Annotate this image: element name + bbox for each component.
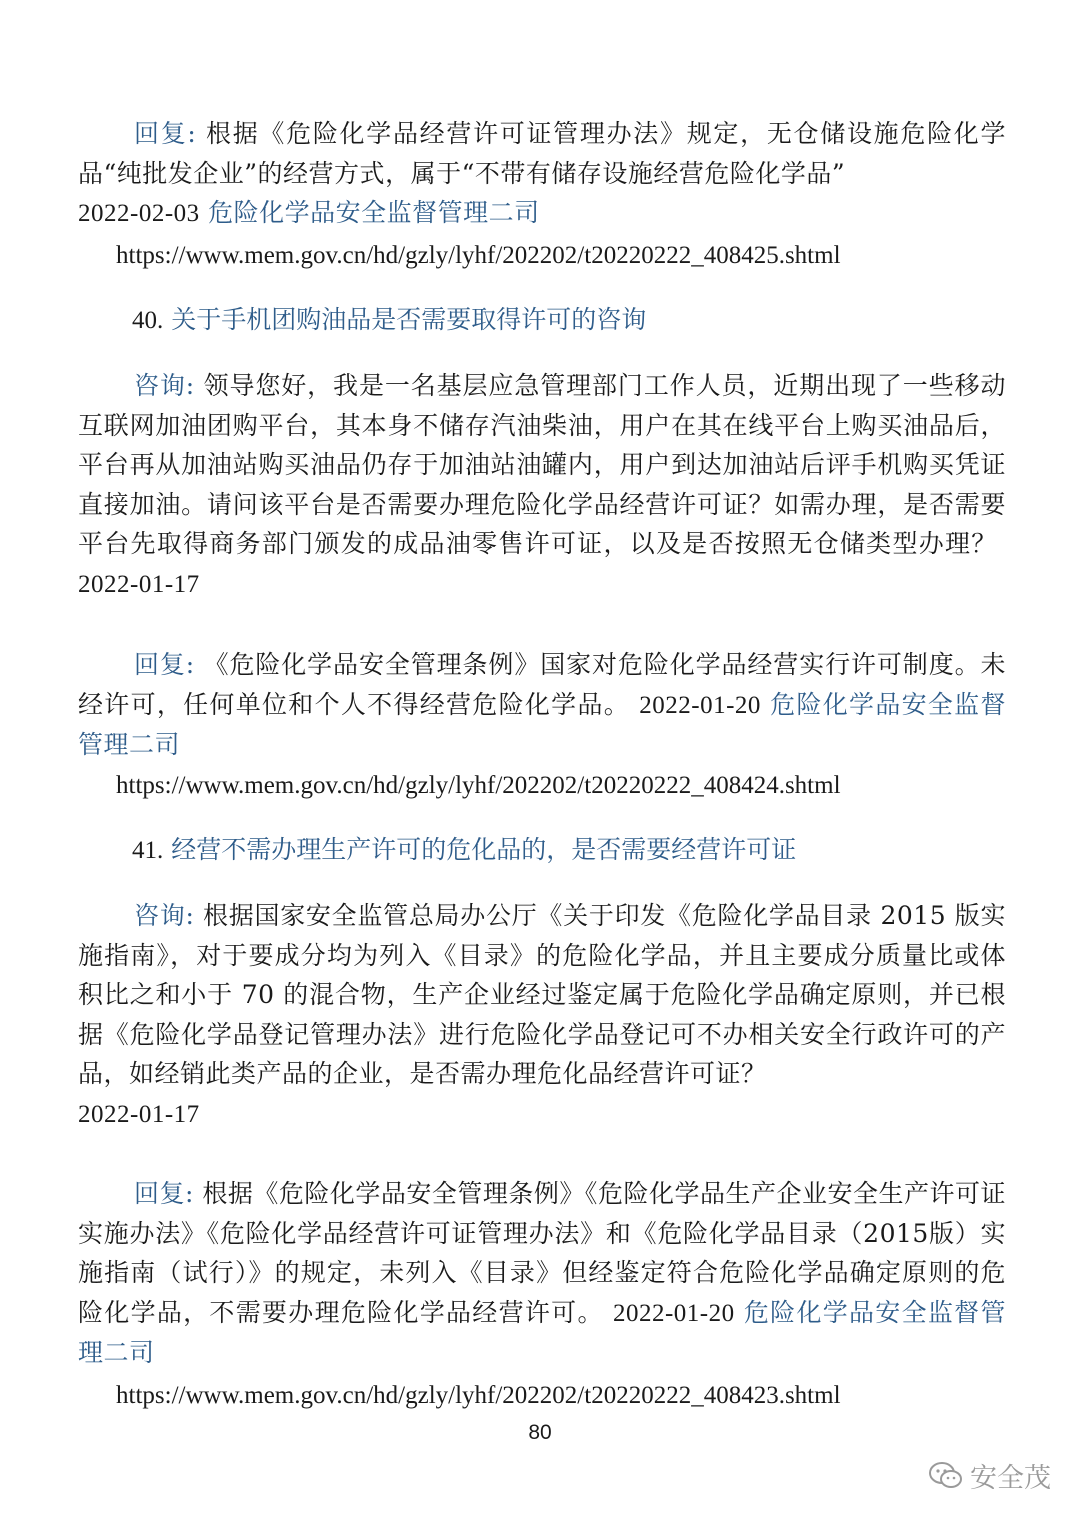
reply-label: 回复: bbox=[134, 1179, 194, 1208]
source-url-39[interactable]: https://www.mem.gov.cn/hd/gzly/lyhf/202202/t20220222_408425.shtml bbox=[116, 242, 841, 269]
watermark bbox=[928, 1456, 1051, 1495]
reply-paragraph-39 bbox=[78, 114, 1006, 234]
question-title: 经营不需办理生产许可的危化品的，是否需要经营许可证 bbox=[171, 835, 797, 864]
reply-paragraph-40 bbox=[78, 645, 1006, 765]
consult-paragraph-40 bbox=[78, 366, 1006, 604]
reply-date: 2022-02-03 bbox=[78, 200, 200, 227]
reply-text: 根据《危险化学品安全管理条例》《危险化学品生产企业安全生产许可证实施办法》《危险化学品经营许可证管理办法》和《危险化学品目录（2015版）实施指南（试行）》的规定，未列入《目录》但经鉴定符合危险化学品确定原则的危险化学品，不需要办理危险化学品经营许可。 bbox=[78, 1179, 1006, 1327]
question-number: 40. bbox=[132, 307, 164, 334]
source-url-40[interactable]: https://www.mem.gov.cn/hd/gzly/lyhf/202202/t20220222_408424.shtml bbox=[116, 772, 841, 799]
reply-department: 危险化学品安全监督管理二司 bbox=[78, 1297, 1006, 1367]
reply-date: 2022-01-20 bbox=[639, 691, 761, 719]
consult-text: 根据国家安全监管总局办公厅《关于印发《危险化学品目录 2015 版实施指南》，对于要成分均为列入《目录》的危险化学品，并且主要成分质量比或体积比之和小于 70 的混合物，生产企业经过鉴定属于危险化学品确定原则，并已根据《危险化学品登记管理办法》进行危险化学品登记可不办相关安全行政许可的产品，如经销此类产品的企业，是否需办理危化品经营许可证？ bbox=[78, 901, 1006, 1088]
wechat-icon bbox=[928, 1460, 964, 1492]
question-title: 关于手机团购油品是否需要取得许可的咨询 bbox=[171, 305, 647, 334]
reply-date: 2022-01-20 bbox=[612, 1299, 735, 1327]
reply-department: 危险化学品安全监督管理二司 bbox=[78, 689, 1006, 759]
question-heading-40 bbox=[132, 303, 646, 338]
reply-paragraph-41 bbox=[78, 1174, 1006, 1373]
page-number: 80 bbox=[528, 1421, 552, 1444]
consult-date: 2022-01-17 bbox=[78, 1100, 200, 1128]
watermark-text: 安全茂 bbox=[970, 1463, 1051, 1494]
reply-text: 根据《危险化学品经营许可证管理办法》规定，无仓储设施危险化学品“纯批发企业”的经营方式，属于“不带有储存设施经营危险化学品” bbox=[78, 119, 1006, 188]
source-url-41[interactable]: https://www.mem.gov.cn/hd/gzly/lyhf/202202/t20220222_408423.shtml bbox=[116, 1382, 841, 1409]
consult-text: 领导您好，我是一名基层应急管理部门工作人员，近期出现了一些移动互联网加油团购平台，其本身不储存汽油柴油，用户在其在线平台上购买油品后，平台再从加油站购买油品仍存于加油站油罐内，用户到达加油站后评手机购买凭证直接加油。请问该平台是否需要办理危险化学品经营许可证？如需办理，是否需要平台先取得商务部门颁发的成品油零售许可证，以及是否按照无仓储类型办理？ bbox=[78, 371, 1006, 558]
consult-paragraph-41 bbox=[78, 896, 1006, 1134]
consult-label: 咨询: bbox=[134, 371, 195, 400]
question-heading-41 bbox=[132, 833, 796, 868]
reply-label: 回复: bbox=[134, 119, 197, 148]
reply-label: 回复: bbox=[134, 650, 195, 679]
consult-label: 咨询: bbox=[134, 901, 195, 930]
consult-date: 2022-01-17 bbox=[78, 570, 200, 598]
question-number: 41. bbox=[132, 837, 164, 864]
reply-text: 《危险化学品安全管理条例》国家对危险化学品经营实行许可制度。未经许可，任何单位和个人不得经营危险化学品。 bbox=[78, 650, 1006, 719]
reply-department: 危险化学品安全监督管理二司 bbox=[208, 198, 540, 227]
